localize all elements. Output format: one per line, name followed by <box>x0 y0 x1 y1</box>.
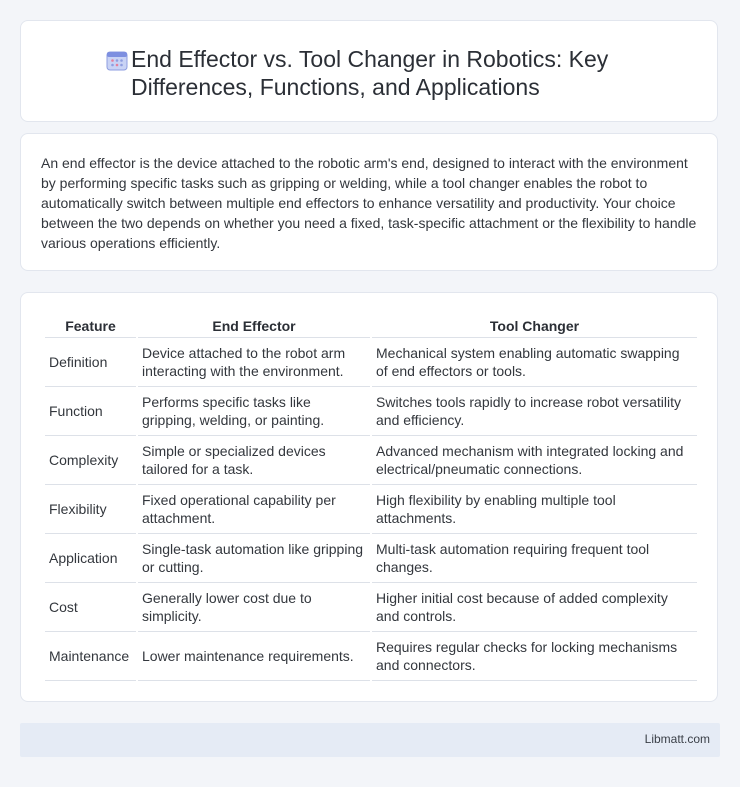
footer <box>20 723 720 757</box>
table-row <box>45 338 697 387</box>
intro-paragraph: An end effector is the device attached to the robotic arm's end, designed to interact with the environment by performing specific tasks such as gripping or welding, while a tool changer enables the robot to automatically switch between multiple end effectors to enhance versatility and productivity. Your choice between the two depends on whether you need a fixed, task-specific attachment or the flexibility to handle various operations efficiently. <box>41 155 697 251</box>
comparison-card <box>20 292 718 702</box>
table-row <box>45 632 697 681</box>
feature-cell: Cost <box>45 583 136 632</box>
table-header-row <box>45 315 697 338</box>
table-row <box>45 436 697 485</box>
comparison-table <box>43 315 699 681</box>
tool-changer-cell: Requires regular checks for locking mechanisms and connectors. <box>372 632 697 681</box>
tool-changer-cell: Higher initial cost because of added complexity and controls. <box>372 583 697 632</box>
table-row <box>45 534 697 583</box>
tool-changer-cell: Multi-task automation requiring frequent tool changes. <box>372 534 697 583</box>
tool-changer-cell: Switches tools rapidly to increase robot versatility and efficiency. <box>372 387 697 436</box>
tool-changer-cell: Mechanical system enabling automatic swapping of end effectors or tools. <box>372 338 697 387</box>
table-row <box>45 583 697 632</box>
end-effector-cell: Performs specific tasks like gripping, welding, or painting. <box>138 387 370 436</box>
table-row <box>45 485 697 534</box>
feature-cell: Maintenance <box>45 632 136 681</box>
end-effector-cell: Single-task automation like gripping or cutting. <box>138 534 370 583</box>
end-effector-cell: Simple or specialized devices tailored for a task. <box>138 436 370 485</box>
header-end-effector: End Effector <box>138 315 370 338</box>
page-title-line2: Differences, Functions, and Applications <box>131 74 540 100</box>
header-feature: Feature <box>45 315 136 338</box>
tool-changer-cell: High flexibility by enabling multiple tool attachments. <box>372 485 697 534</box>
title-card <box>20 20 718 122</box>
page-title <box>21 45 717 101</box>
feature-cell: Flexibility <box>45 485 136 534</box>
end-effector-cell: Generally lower cost due to simplicity. <box>138 583 370 632</box>
feature-cell: Definition <box>45 338 136 387</box>
header-tool-changer: Tool Changer <box>372 315 697 338</box>
end-effector-cell: Device attached to the robot arm interacting with the environment. <box>138 338 370 387</box>
end-effector-cell: Fixed operational capability per attachment. <box>138 485 370 534</box>
page-title-line1: End Effector vs. Tool Changer in Robotics: Key <box>131 46 609 72</box>
feature-cell: Application <box>45 534 136 583</box>
intro-card <box>20 133 718 271</box>
table-row <box>45 387 697 436</box>
tool-changer-cell: Advanced mechanism with integrated locking and electrical/pneumatic connections. <box>372 436 697 485</box>
feature-cell: Function <box>45 387 136 436</box>
feature-cell: Complexity <box>45 436 136 485</box>
end-effector-cell: Lower maintenance requirements. <box>138 632 370 681</box>
footer-site-link[interactable]: Libmatt.com <box>644 732 710 746</box>
